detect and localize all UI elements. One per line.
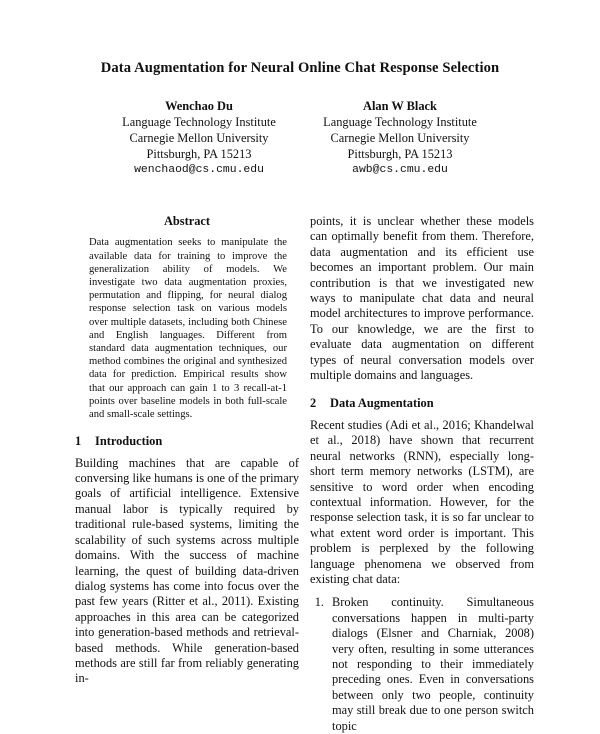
author-block-1 [99, 98, 299, 178]
abstract-text: Data augmentation seeks to manipulate the available data for training to improve the generalization ability of models. We investigate two data augmentation proxies, permutation and flipping, for neural dialog response selection task on various models over multiple datasets, including both Chinese and English languages. Different from standard data augmentation techniques, our method combines the original and synthesized data for prediction. Empirical results show that our approach can gain 1 to 3 recall-at-1 points over baseline models in both full-scale and small-scale settings. [89, 237, 287, 421]
author-email: awb@cs.cmu.edu [352, 164, 448, 176]
section-heading-data-augmentation [310, 396, 534, 411]
author-name: Alan W Black [363, 99, 437, 113]
intro-paragraph: Building machines that are capable of conversing like humans is one of the primary goals of artificial intelligence. Extensive manual labor is typically required by traditional rule-based systems, limiting the scalability of such systems across multiple domains. With the success of machine learning, the quest of building data-driven dialog systems has come into focus over the past few years (Ritter et al., 2011). Existing approaches in this area can be categorized into generation-based methods and retrieval-based methods. While generation-based methods are still far from reliably generating in- [75, 455, 300, 686]
section-title: Data Augmentation [330, 396, 434, 411]
author-university: Carnegie Mellon University [330, 131, 470, 145]
section-number: 2 [310, 396, 317, 411]
right-column [310, 214, 534, 734]
author-email: wenchaod@cs.cmu.edu [134, 164, 264, 176]
section-heading-introduction [75, 434, 299, 449]
list-item-text: Broken continuity. Simultaneous conversations happen in multi-party dialogs (Elsner and Charniak, 2008) very often, resulting in some utterances not responding to their immediately preceding ones. Even in conversations between only two people, continuity may still break due to one person switch topic [332, 595, 534, 733]
abstract-heading: Abstract [163, 214, 211, 228]
author-location: Pittsburgh, PA 15213 [146, 147, 252, 161]
list-item [310, 595, 534, 734]
author-affiliation: Language Technology Institute [323, 115, 477, 129]
section2-paragraph: Recent studies (Adi et al., 2016; Khandelwal et al., 2018) have shown that recurrent neural networks (RNN), especially long-short term memory networks (LSTM), are sensitive to word order when encoding contextual information. However, for the response selection task, it is so far unclear to what extent word order is important. This problem is perplexed by the following language phenomena we observed from existing chat data: [310, 417, 534, 586]
intro-paragraph-continued: points, it is unclear whether these models can optimally benefit from them. Therefore, data augmentation and its efficient use becomes an important problem. Our main contribution is that we investigated new ways to manipulate chat data and neural model architectures to improve performance. To our knowledge, we are the first to evaluate data augmentation on different types of neural conversation models over multiple domains and languages. [310, 214, 534, 383]
section-number: 1 [75, 434, 82, 449]
author-name: Wenchao Du [165, 99, 233, 113]
author-location: Pittsburgh, PA 15213 [347, 147, 453, 161]
section-title: Introduction [95, 434, 163, 449]
left-column [75, 214, 299, 687]
list-marker: 1. [314, 595, 324, 610]
author-affiliation: Language Technology Institute [122, 115, 276, 129]
phenomena-list [310, 595, 534, 734]
author-block-2 [300, 98, 500, 178]
author-university: Carnegie Mellon University [129, 131, 269, 145]
paper-title: Data Augmentation for Neural Online Chat Response Selection [100, 60, 500, 76]
